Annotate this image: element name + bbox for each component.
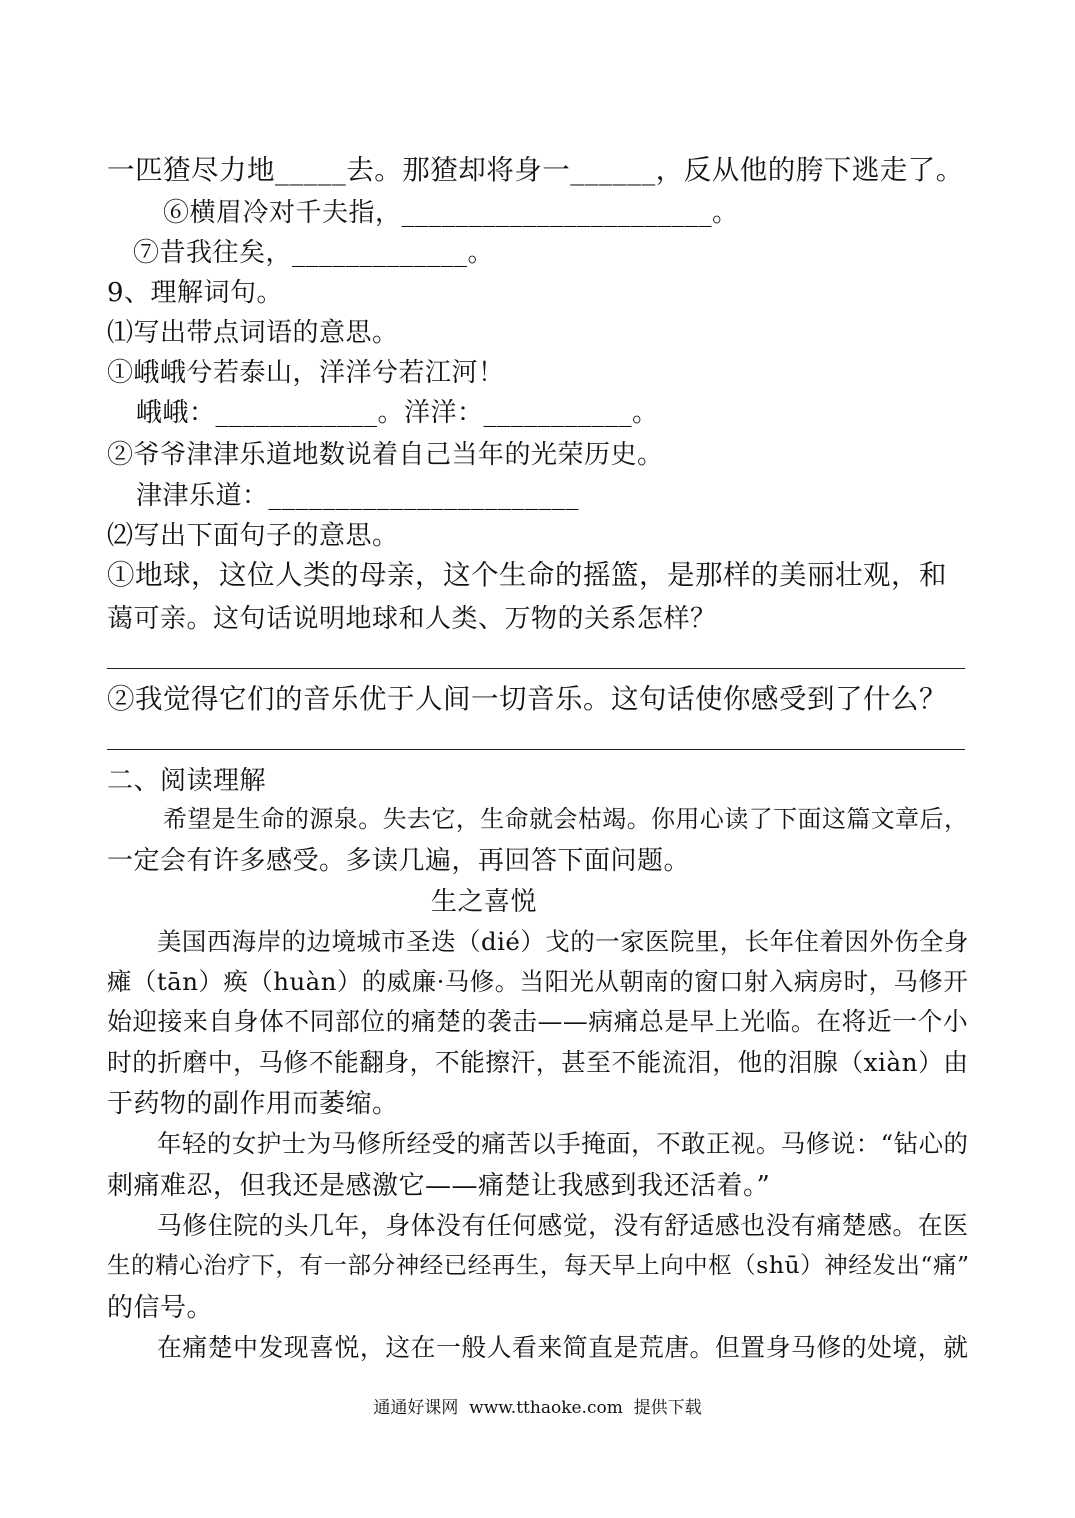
ln-25: 生的精心治疗下，有一部分神经已经再生，每天早上向中枢（shū）神经发出“痛” [107,1251,970,1279]
ln-27: 在痛楚中发现喜悦，这在一般人看来简直是荒唐。但置身马修的处境，就 [157,1333,969,1362]
ln-22: 年轻的女护士为马修所经受的痛苦以手掩面，不敢正视。马修说：“钻心的 [157,1129,969,1158]
ln-6: 峨峨：____________。洋洋：___________。 [136,398,659,428]
ln-3: 9、理解词句。 [107,278,284,308]
ln-18: 瘫（tān）痪（huàn）的威廉·马修。当阳光从朝南的窗口射入病房时，马修开 [107,967,969,996]
ln-23: 刺痛难忍，但我还是感激它——痛楚让我感到我还活着。” [107,1171,771,1201]
ln-2: ⑦昔我往矣，_____________。 [133,238,495,268]
rule-1 [107,668,965,669]
ln-20: 时的折磨中，马修不能翻身，不能擦汗，甚至不能流泪，他的泪腺（xiàn）由 [107,1048,969,1077]
ln-1: ⑥横眉冷对千夫指，_______________________。 [163,198,739,228]
ln-16: 生之喜悦 [431,887,538,917]
ln-5: ①峨峨兮若泰山，洋洋兮若江河！ [107,358,505,388]
ln-17: 美国西海岸的边境城市圣迭（dié）戈的一家医院里，长年住着因外伤全身 [157,927,969,956]
ln-7: ②爷爷津津乐道地数说着自己当年的光荣历史。 [107,440,664,470]
ln-19: 始迎接来自身体不同部位的痛楚的袭击——病痛总是早上光临。在将近一个小 [107,1007,969,1036]
ln-15: 一定会有许多感受。多读几遍，再回答下面问题。 [107,846,691,876]
ln-8: 津津乐道：_______________________ [136,481,580,511]
ln-4: ⑴写出带点词语的意思。 [107,318,399,348]
ln-24: 马修住院的头几年，身体没有任何感觉，没有舒适感也没有痛楚感。在医 [157,1211,969,1240]
ln-9: ⑵写出下面句子的意思。 [107,521,399,551]
ln-13: 二、阅读理解 [107,766,267,796]
ln-21: 于药物的副作用而萎缩。 [107,1089,399,1119]
rule-2 [107,749,965,750]
ln-11: 蔼可亲。这句话说明地球和人类、万物的关系怎样？ [107,604,717,634]
footer: 通通好课网 www.tthaoke.com 提供下载 [373,1398,702,1418]
ln-12: ②我觉得它们的音乐优于人间一切音乐。这句话使你感受到了什么？ [107,683,947,715]
ln-14: 希望是生命的源泉。失去它，生命就会枯竭。你用心读了下面这篇文章后， [163,805,969,833]
ln-26: 的信号。 [107,1293,214,1323]
ln-0: 一匹猹尽力地_____去。那猹却将身一______，反从他的胯下逃走了。 [107,154,964,186]
ln-10: ①地球，这位人类的母亲，这个生命的摇篮，是那样的美丽壮观，和 [107,559,947,591]
